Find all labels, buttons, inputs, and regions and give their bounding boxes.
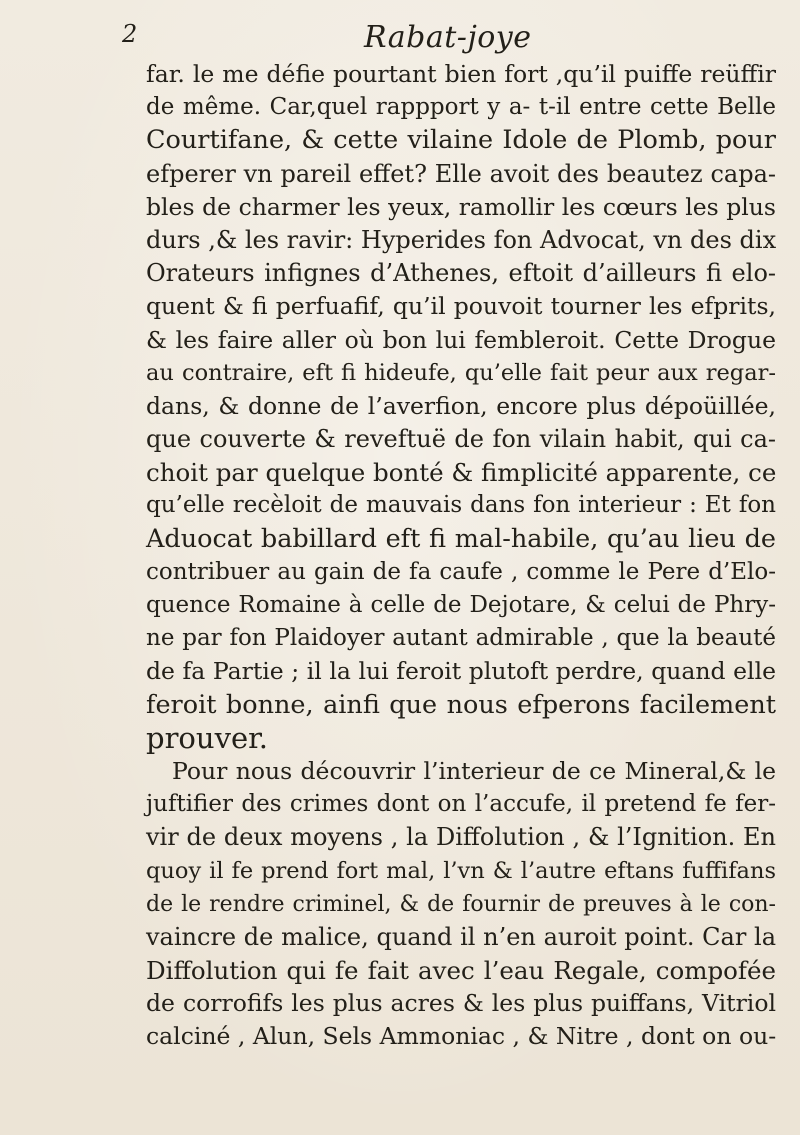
- text-line: que couverte & reveftuë de fon vilain habit, qui ca-: [146, 425, 776, 454]
- text-line: au contraire, eft fi hideufe, qu’elle fait peur aux regar-: [146, 359, 776, 386]
- page-header: [0, 6, 800, 62]
- text-line: prouver.: [146, 720, 269, 755]
- text-line: qu’elle recèloit de mauvais dans fon interieur : Et fon: [146, 492, 776, 519]
- text-line: quence Romaine à celle de Dejotare, & celui de Phry-: [146, 592, 776, 618]
- text-line: vaincre de malice, quand il n’en auroit point. Car la: [146, 922, 776, 951]
- text-line: quent & fi perfuafif, qu’il pouvoit tourner les efprits,: [146, 292, 776, 321]
- text-line: Orateurs infignes d’Athenes, eftoit d’ailleurs fi elo-: [146, 259, 776, 288]
- text-line: far. le me défie pourtant bien fort ,qu’il puiffe reüffir: [146, 60, 776, 88]
- text-line: de fa Partie ; il la lui feroit plutoft perdre, quand elle: [146, 657, 776, 686]
- text-line: bles de charmer les yeux, ramollir les cœurs les plus: [146, 192, 776, 221]
- text-line: calciné , Alun, Sels Ammoniac , & Nitre , dont on ou-: [146, 1022, 777, 1051]
- text-line: & les faire aller où bon lui fembleroit. Cette Drogue: [146, 325, 776, 354]
- text-line: juftifier des crimes dont on l’accufe, il pretend fe fer-: [146, 791, 776, 818]
- text-line: ne par fon Plaidoyer autant admirable , que la beauté: [146, 625, 776, 652]
- text-line: dans, & donne de l’averfion, encore plus dépoüillée,: [146, 391, 776, 420]
- text-line: quoy il fe prend fort mal, l’vn & l’autre eftans fuffifans: [146, 857, 776, 884]
- running-title: Rabat-joye: [364, 20, 532, 55]
- text-line: Pour nous découvrir l’interieur de ce Mineral,& le: [172, 756, 776, 785]
- text-line: de corrofifs les plus acres & les plus puiffans, Vitriol: [146, 989, 776, 1018]
- text-line: Diffolution qui fe fait avec l’eau Regale, compofée: [146, 956, 776, 986]
- text-line: vir de deux moyens , la Diffolution , & l’Ignition. En: [146, 823, 776, 852]
- text-line: choit par quelque bonté & fimplicité apparente, ce: [146, 458, 777, 488]
- text-line: de le rendre criminel, & de fournir de preuves à le con-: [146, 891, 776, 917]
- text-line: de même. Car,quel rappport y a- t-il entre cette Belle: [146, 94, 776, 121]
- body-text: [146, 58, 776, 1054]
- text-line: efperer vn pareil effet? Elle avoit des beautez capa-: [146, 159, 776, 188]
- text-line: contribuer au gain de fa caufe , comme le Pere d’Elo-: [146, 558, 776, 585]
- page-number: 2: [122, 20, 138, 48]
- text-line: Courtifane, & cette vilaine Idole de Plomb, pour: [146, 125, 776, 156]
- text-line: feroit bonne, ainfi que nous efperons facilement: [146, 689, 776, 720]
- text-line: durs ,& les ravir: Hyperides fon Advocat, vn des dix: [146, 225, 777, 254]
- text-line: Aduocat babillard eft fi mal-habile, qu’au lieu de: [146, 523, 776, 554]
